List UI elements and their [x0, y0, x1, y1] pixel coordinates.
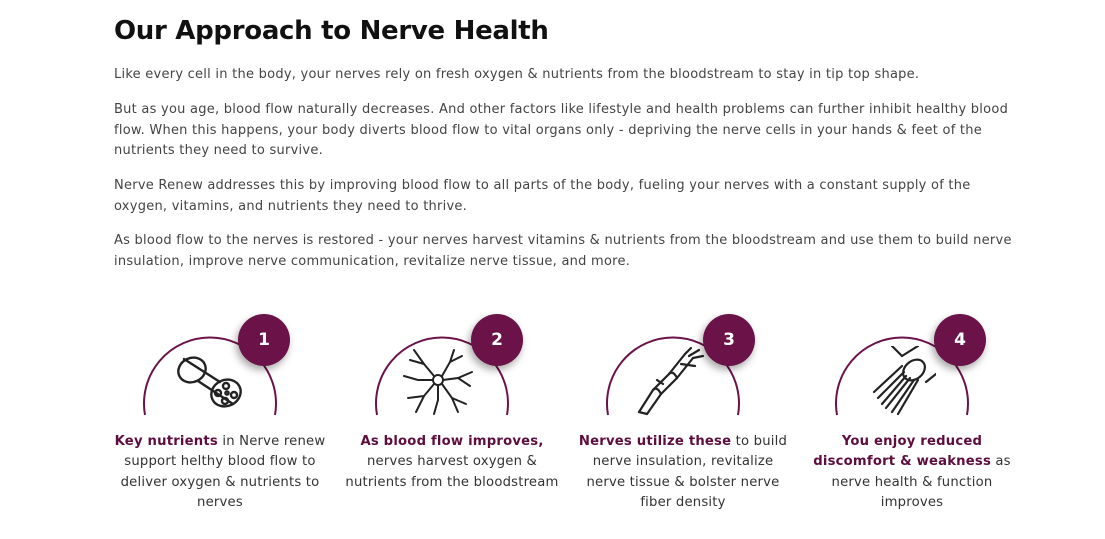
intro-paragraph-2: But as you age, blood flow naturally decreases. And other factors like lifestyle and health problems can further inhibit healthy blood flow. When this happens, your body diverts blood flow to vital organs only - depriving the nerve cells in your hands & feet of the nutrients they need to survive.	[114, 102, 1009, 158]
nerve-cross-section-icon	[170, 346, 244, 416]
step-text: nerves harvest oxygen & nutrients from the bloodstream	[345, 454, 559, 490]
step-highlight: Nerves utilize these	[578, 434, 732, 449]
step-caption	[802, 432, 1022, 513]
intro-paragraph-1: Like every cell in the body, your nerves rely on fresh oxygen & nutrients from the bloodstream to stay in tip top shape.	[114, 67, 920, 82]
step-highlight: You enjoy reduced discomfort & weakness	[813, 434, 991, 470]
step-text: as nerve health & function improves	[831, 454, 1011, 510]
section-title: Our Approach to Nerve Health	[114, 16, 549, 46]
nerve-bundle-icon	[862, 346, 936, 416]
step-caption	[110, 432, 330, 513]
step-text: to build nerve insulation, revitalize nerve tissue & bolster nerve fiber density	[586, 434, 788, 510]
step-highlight: Key nutrients	[114, 434, 218, 449]
step-number-badge: 4	[934, 314, 986, 366]
step-text: in Nerve renew support helthy blood flow to deliver oxygen & nutrients to nerves	[120, 434, 326, 510]
step-caption	[342, 432, 562, 493]
neuron-icon	[402, 346, 476, 416]
step-highlight: As blood flow improves,	[360, 434, 544, 449]
intro-paragraph-3: Nerve Renew addresses this by improving blood flow to all parts of the body, fueling your nerves with a constant supply of the oxygen, vitamins, and nutrients they need to thrive.	[114, 178, 971, 214]
intro-paragraph-4: As blood flow to the nerves is restored - your nerves harvest vitamins & nutrients from the bloodstream and use them to build nerve insulation, improve nerve communication, revitalize nerve tissue, and more.	[114, 233, 1012, 269]
nerve-fiber-icon	[633, 346, 707, 416]
step-number-badge: 2	[471, 314, 523, 366]
step-caption	[573, 432, 793, 513]
step-number-badge: 3	[703, 314, 755, 366]
step-number-badge: 1	[238, 314, 290, 366]
